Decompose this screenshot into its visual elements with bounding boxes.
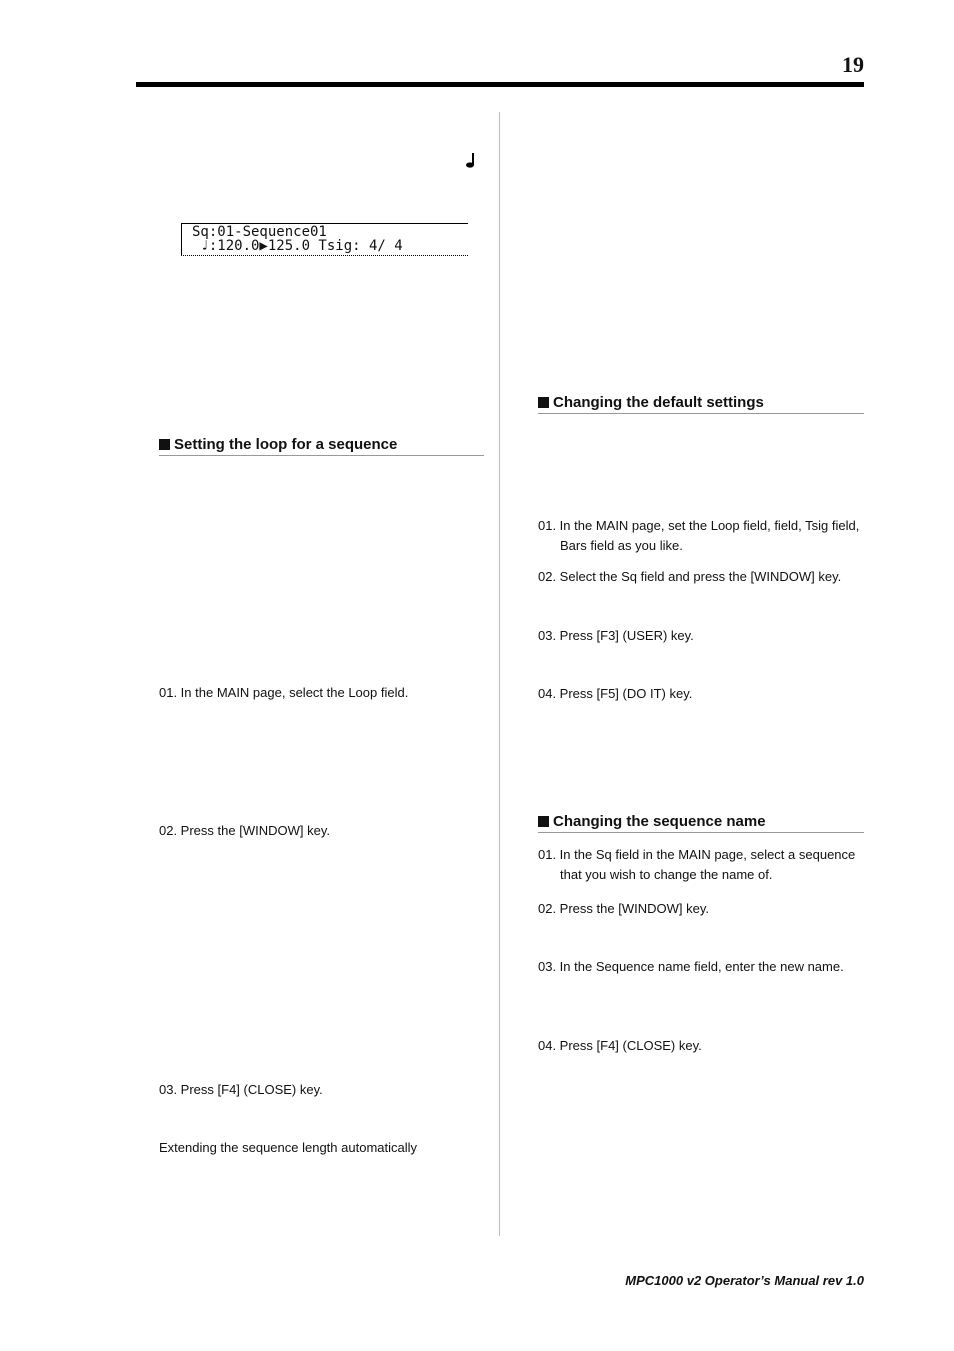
footer-manual-title: MPC1000 v2 Operator’s Manual rev 1.0 [625, 1273, 864, 1288]
lcd-screen [181, 223, 468, 256]
default-step-1: 01. In the MAIN page, set the Loop field, field, Tsig field, Bars field as you like. [538, 518, 860, 553]
name-step-2: 02. Press the [WINDOW] key. [538, 901, 709, 916]
loop-step-2: 02. Press the [WINDOW] key. [159, 823, 330, 838]
default-step-4: 04. Press [F5] (DO IT) key. [538, 686, 693, 701]
default-step-2: 02. Select the Sq field and press the [WINDOW] key. [538, 569, 842, 584]
section-heading-default: Changing the default settings [538, 394, 864, 414]
column-divider [499, 112, 500, 1236]
header-rule [136, 82, 864, 87]
name-step-1: 01. In the Sq field in the MAIN page, select a sequence that you wish to change the name of. [538, 847, 856, 882]
section-heading-loop: Setting the loop for a sequence [159, 436, 484, 456]
subheading-extend: Extending the sequence length automatically [159, 1140, 418, 1155]
heading-square-icon [538, 816, 549, 827]
page-number: 19 [842, 52, 864, 77]
default-step-3: 03. Press [F3] (USER) key. [538, 628, 694, 643]
heading-square-icon [159, 439, 170, 450]
name-step-3: 03. In the Sequence name field, enter the new name. [538, 959, 844, 974]
loop-step-3: 03. Press [F4] (CLOSE) key. [159, 1082, 323, 1097]
name-step-4: 04. Press [F4] (CLOSE) key. [538, 1038, 702, 1053]
section-heading-name: Changing the sequence name [538, 813, 864, 833]
quarter-note-icon [464, 152, 478, 168]
lcd-line-1: Sq:01-Sequence01 [192, 224, 327, 240]
heading-square-icon [538, 397, 549, 408]
lcd-line-2: ♩:120.0▶125.0 Tsig: 4/ 4 [192, 238, 403, 254]
loop-step-1: 01. In the MAIN page, select the Loop field. [159, 685, 409, 700]
